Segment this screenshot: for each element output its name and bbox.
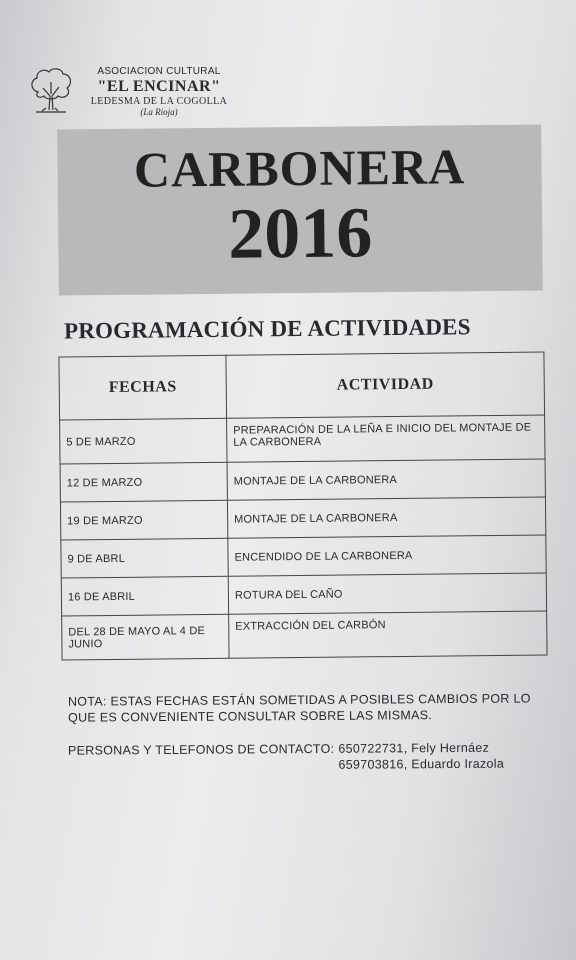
row-activity: ENCENDIDO DE LA CARBONERA bbox=[228, 535, 546, 576]
contact-entry: 650722731, Fely Hernáez bbox=[338, 740, 490, 756]
note-text: NOTA: ESTAS FECHAS ESTÁN SOMETIDAS A POSIBLES CAMBIOS POR LO QUE ES CONVENIENTE CONSULTAR SOBRE LAS MISMAS. bbox=[67, 691, 531, 725]
organization-block bbox=[84, 66, 234, 118]
row-date: 12 DE MARZO bbox=[60, 462, 227, 502]
row-date: 19 DE MARZO bbox=[60, 500, 227, 540]
title-line1: CARBONERA bbox=[133, 138, 466, 198]
table-row bbox=[62, 611, 547, 660]
row-activity: MONTAJE DE LA CARBONERA bbox=[227, 459, 545, 500]
row-date: 16 DE ABRIL bbox=[61, 576, 228, 616]
title-year: 2016 bbox=[227, 192, 373, 274]
org-line1: ASOCIACION CULTURAL bbox=[97, 66, 221, 77]
oak-tree-icon bbox=[28, 66, 74, 116]
org-region: (La Rioja) bbox=[140, 107, 178, 118]
contact-entry: 659703816, Eduardo Irazola bbox=[338, 756, 505, 773]
section-title: PROGRAMACIÓN DE ACTIVIDADES bbox=[63, 314, 471, 344]
row-date: DEL 28 DE MAYO AL 4 DE JUNIO bbox=[62, 614, 229, 660]
row-date: 5 DE MARZO bbox=[60, 418, 227, 464]
title-box bbox=[57, 124, 543, 295]
table-row bbox=[61, 573, 546, 616]
table-row bbox=[60, 497, 545, 540]
row-activity: PREPARACIÓN DE LA LEÑA E INICIO DEL MONTAJE DE LA CARBONERA bbox=[227, 415, 545, 462]
contact-label: PERSONAS Y TELEFONOS DE CONTACTO: bbox=[67, 741, 335, 758]
row-activity: ROTURA DEL CAÑO bbox=[228, 573, 546, 614]
table-row bbox=[60, 459, 545, 502]
header-fechas: FECHAS bbox=[59, 355, 227, 420]
activities-table bbox=[58, 351, 547, 660]
table-header-row bbox=[59, 352, 545, 420]
row-date: 9 DE ABRL bbox=[61, 538, 228, 578]
table-row bbox=[61, 535, 546, 578]
header-actividad: ACTIVIDAD bbox=[226, 352, 545, 418]
row-activity: EXTRACCIÓN DEL CARBÓN bbox=[229, 611, 547, 658]
table-row bbox=[60, 415, 545, 464]
row-activity: MONTAJE DE LA CARBONERA bbox=[227, 497, 545, 538]
org-location: LEDESMA DE LA COGOLLA bbox=[90, 95, 228, 107]
org-name: "EL ENCINAR" bbox=[97, 77, 221, 95]
contact-block bbox=[68, 739, 548, 775]
